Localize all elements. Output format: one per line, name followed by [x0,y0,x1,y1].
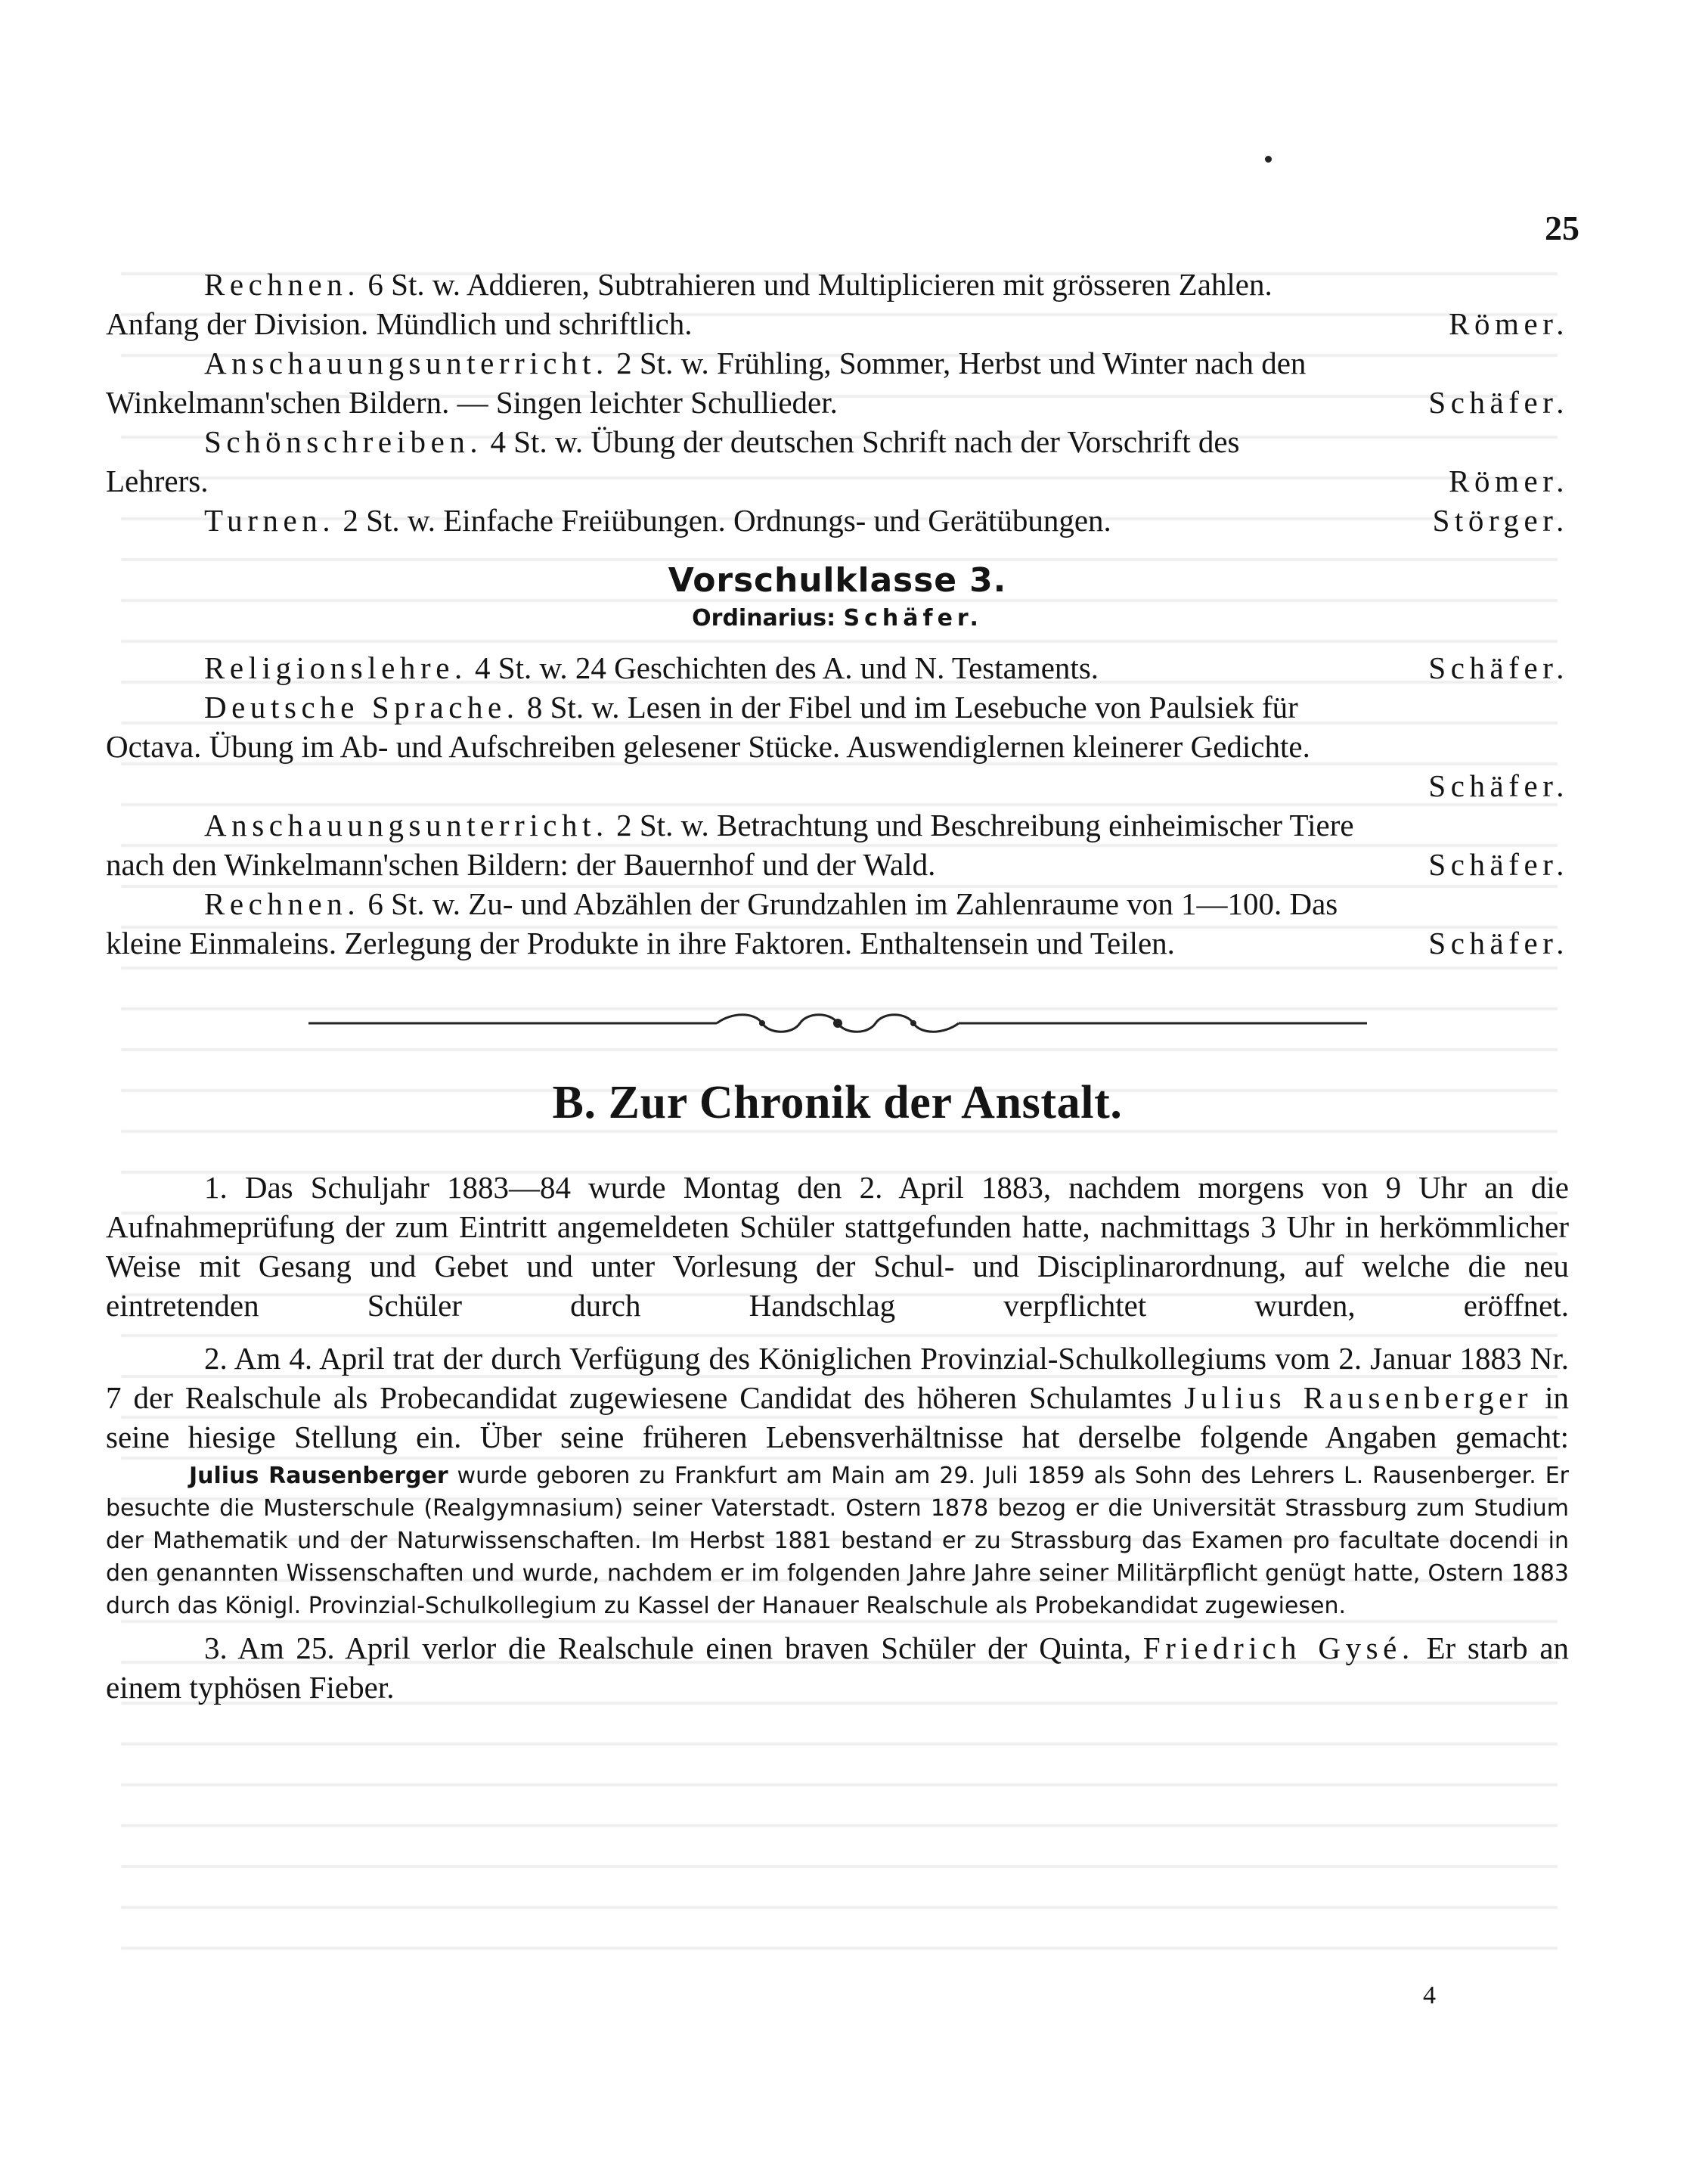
anschauung-text2: Winkelmann'schen Bildern. — Singen leichter Schullieder. [106,385,838,420]
rechnen-line2 [106,304,1569,343]
chronik-item3-pre: 3. Am 25. April verlor die Realschule einen braven Schüler der Quinta, [204,1631,1132,1665]
ordinarius-label: Ordinarius: [692,605,836,631]
turnen-text: 2 St. w. Einfache Freiübungen. Ordnungs- und Gerätübungen. [343,503,1111,538]
schoenschreiben-teacher: Römer. [1449,464,1569,498]
anschauung-line2 [106,383,1569,422]
schoenschreiben-line1 [106,422,1569,461]
deutsch-subject: Deutsche Sprache. [204,690,519,725]
anschauung-line1 [106,343,1569,383]
turnen-teacher: Störger. [1432,503,1569,538]
chronik-heading: B. Zur Chronik der Anstalt. [552,1077,1123,1128]
religion-subject: Religionslehre. [204,650,467,685]
vk-anschauung-text2: nach den Winkelmann'schen Bildern: der Bauernhof und der Wald. [106,847,936,882]
vk-anschauung-line1 [106,805,1569,845]
schoenschreiben-line2 [106,461,1569,501]
vk-rechnen-subject: Rechnen. [204,886,361,921]
chronik-item3 [106,1628,1569,1707]
anschauung-subject: Anschauungsunterricht. [204,346,609,380]
deutsch-text2: Octava. Übung im Ab- und Aufschreiben gelesener Stücke. Auswendiglernen kleinerer Gedichte. [106,729,1310,764]
chronik-item3-name: Friedrich Gysé. [1142,1631,1415,1665]
vk-rechnen-text1: 6 St. w. Zu- und Abzählen der Grundzahlen im Zahlenraume von 1—100. Das [367,886,1338,921]
vk-rechnen-text2: kleine Einmaleins. Zerlegung der Produkte in ihre Faktoren. Enthaltensein und Teilen. [106,926,1175,960]
religion-line [106,648,1569,687]
vk-rechnen-line2 [106,923,1569,963]
rechnen-text1: 6 St. w. Addieren, Subtrahieren und Multiplicieren mit grösseren Zahlen. [367,267,1272,302]
anschauung-teacher: Schäfer. [1428,385,1569,420]
vk-rechnen-line1 [106,884,1569,923]
schoenschreiben-subject: Schönschreiben. [204,424,483,459]
rechnen-subject: Rechnen. [204,267,361,302]
vk-anschauung-subject: Anschauungsunterricht. [204,808,609,842]
ordinarius-name: Schäfer. [843,605,983,631]
schoenschreiben-text2: Lehrers. [106,464,209,498]
bio-paragraph [106,1460,1569,1622]
chronik-item3-post: Er starb an einem typhösen Fieber. [106,1631,1570,1705]
footer-mark: 4 [1423,1981,1436,2009]
rechnen-teacher: Römer. [1449,306,1569,341]
chronik-item2-name: Julius Rausenberger [1184,1380,1533,1415]
vk-anschauung-text1: 2 St. w. Betrachtung und Beschreibung einheimischer Tiere [616,808,1354,842]
deutsch-text1: 8 St. w. Lesen in der Fibel und im Lesebuche von Paulsiek für [526,690,1298,725]
rechnen-text2: Anfang der Division. Mündlich und schriftlich. [106,306,693,341]
page-content [106,265,1569,1707]
ordinarius-line [106,605,1569,631]
turnen-subject: Turnen. [204,503,336,538]
chronik-item2 [106,1339,1569,1457]
vk-anschauung-teacher: Schäfer. [1428,847,1569,882]
religion-teacher: Schäfer. [1428,650,1569,685]
deutsch-line1 [106,687,1569,727]
page-number: 25 [1545,209,1579,247]
deutsch-teacher: Schäfer. [1428,768,1569,803]
ornament-divider [308,1008,1367,1038]
vk-rechnen-teacher: Schäfer. [1428,926,1569,960]
vk-anschauung-line2 [106,845,1569,884]
deutsch-line2 [106,727,1569,766]
bio-text: wurde geboren zu Frankfurt am Main am 29. Juli 1859 als Sohn des Lehrers L. Rausenberger. Er besuchte die Musterschule (Realgymnasium) seiner Vaterstadt. Ostern 1878 bezog er die Universität Strassburg zum Studium der Mathematik und der Naturwissenschaften. Im Herbst 1881 bestand er zu Strassburg das Examen pro facultate docendi in den genannten Wissenschaften und wurde, nachdem er im folgenden Jahre Jahre seiner Militärpflicht genügt hatte, Ostern 1883 durch das Königl. Provinzial-Schulkollegium zu Kassel der Hanauer Realschule als Probekandidat zugewiesen. [106,1463,1569,1619]
anschauung-text1: 2 St. w. Frühling, Sommer, Herbst und Winter nach den [616,346,1307,380]
chronik-item1: 1. Das Schuljahr 1883—84 wurde Montag den 2. April 1883, nachdem morgens von 9 Uhr an die Aufnahmeprüfung der zum Eintritt angemeldeten Schüler stattgefunden hatte, nachmittags 3 Uhr in herkömmlicher Weise mit Gesang und Gebet und unter Vorlesung der Schul- und Disciplinarordnung, auf welche die neu eintretenden Schüler durch Handschlag verpflichtet wurden, eröffnet. [106,1170,1569,1323]
chronik-item2-pre: 2. Am 4. April trat der durch Verfügung des Königlichen Provinzial-Schulkollegiums vom 2. Januar 1883 Nr. 7 der Realschule als Probecandidat zugewiesene Candidat des höheren Schulamtes [106,1341,1569,1415]
turnen-line [106,501,1569,540]
ink-dot [1265,156,1272,163]
schoenschreiben-text1: 4 St. w. Übung der deutschen Schrift nach der Vorschrift des [490,424,1240,459]
rechnen-line1 [106,265,1569,304]
religion-text: 4 St. w. 24 Geschichten des A. und N. Testaments. [475,650,1099,685]
chronik-item2-post: in seine hiesige Stellung ein. Über seine früheren Lebensverhältnisse hat derselbe folgende Angaben gemacht: [106,1380,1570,1454]
bio-name: Julius Rausenberger [189,1463,448,1489]
vorschulklasse-heading: Vorschulklasse 3. [668,561,1007,600]
